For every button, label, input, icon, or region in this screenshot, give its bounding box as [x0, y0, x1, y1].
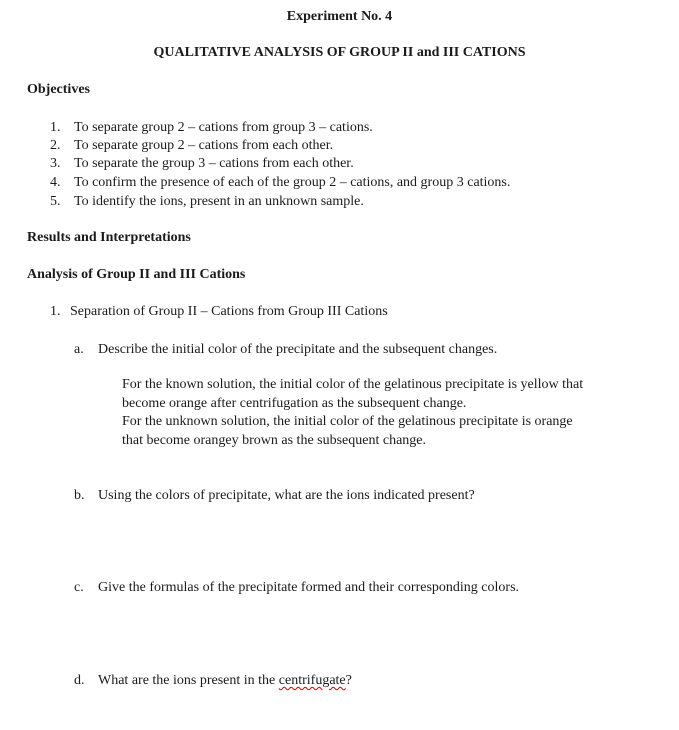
list-number: 1. [50, 120, 61, 135]
answer-line: become orange after centrifugation as the subsequent change. [122, 396, 467, 411]
list-text: To separate the group 3 – cations from each other. [74, 156, 354, 171]
section-text: Separation of Group II – Cations from Group III Cations [70, 304, 388, 319]
list-text: To separate group 2 – cations from each other. [74, 138, 334, 153]
question-text-end: ? [345, 673, 352, 688]
list-text: To confirm the presence of each of the group 2 – cations, and group 3 cations. [74, 175, 511, 190]
question-text: Describe the initial color of the precipitate and the subsequent changes. [98, 342, 498, 357]
list-text: To separate group 2 – cations from group 3 – cations. [74, 120, 373, 135]
question-letter: a. [74, 342, 84, 357]
question-letter: d. [74, 673, 85, 688]
answer-line: For the unknown solution, the initial color of the gelatinous precipitate is orange [122, 414, 573, 429]
section-number: 1. [50, 304, 61, 319]
question-letter: c. [74, 580, 84, 595]
experiment-number: Experiment No. 4 [286, 9, 393, 24]
list-number: 3. [50, 156, 61, 171]
answer-line: that become orangey brown as the subsequent change. [122, 433, 427, 448]
answer-line: For the known solution, the initial color of the gelatinous precipitate is yellow that [122, 377, 584, 392]
analysis-subheading: Analysis of Group II and III Cations [27, 267, 246, 282]
question-text: Give the formulas of the precipitate formed and their corresponding colors. [98, 580, 520, 595]
list-number: 2. [50, 138, 61, 153]
question-text-start: What are the ions present in the [98, 673, 279, 688]
list-number: 5. [50, 194, 61, 209]
results-heading: Results and Interpretations [27, 230, 191, 245]
list-text: To identify the ions, present in an unknown sample. [74, 194, 364, 209]
objectives-heading: Objectives [27, 82, 90, 97]
question-letter: b. [74, 488, 85, 503]
question-text: Using the colors of precipitate, what are the ions indicated present? [98, 488, 475, 503]
spellcheck-marked-word: centrifugate [278, 673, 346, 688]
list-number: 4. [50, 175, 61, 190]
page-title: QUALITATIVE ANALYSIS OF GROUP II and III CATIONS [153, 45, 526, 60]
question-text [98, 673, 352, 689]
